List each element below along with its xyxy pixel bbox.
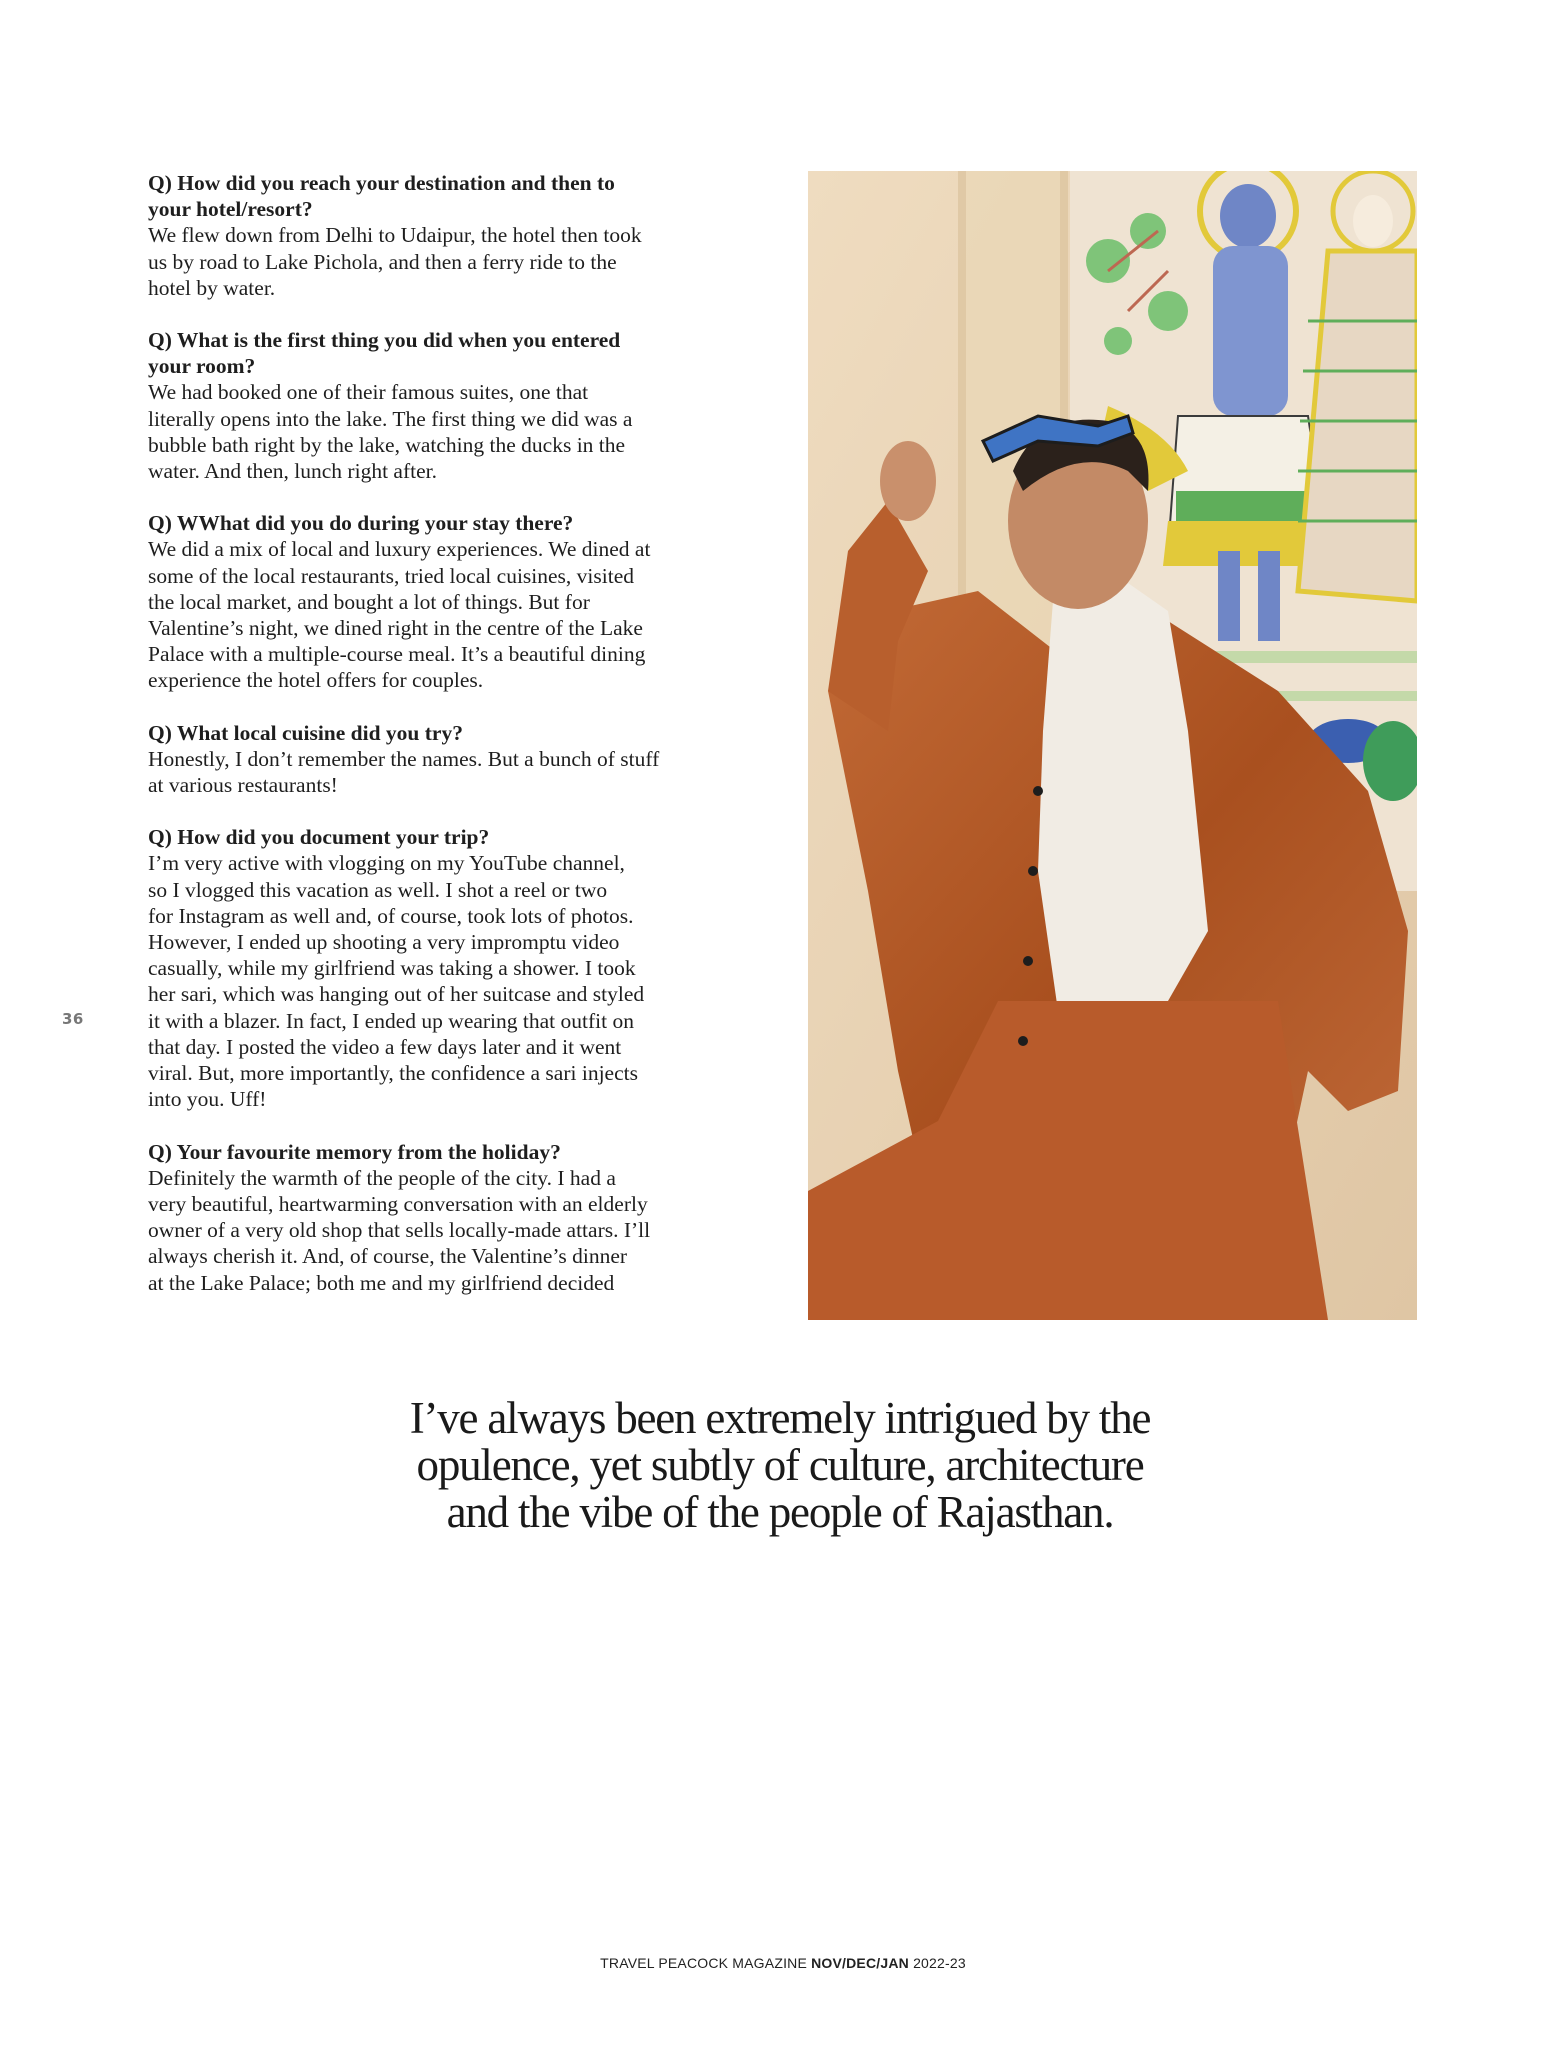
feature-photo — [808, 171, 1417, 1320]
magazine-footer — [0, 1955, 1566, 1971]
question: Q) How did you document your trip? — [148, 825, 490, 850]
question: Q) What local cuisine did you try? — [148, 720, 463, 745]
question: Q) How did you reach your destination and then to your hotel/resort? — [148, 171, 615, 222]
question: Q) WWhat did you do during your stay there? — [148, 511, 574, 536]
photo-illustration — [808, 171, 1417, 1320]
answer: We flew down from Delhi to Udaipur, the hotel then took us by road to Lake Pichola, and then a ferry ride to the hotel by water. — [148, 223, 642, 300]
answer: We had booked one of their famous suites, one that literally opens into the lake. The first thing we did was a bubble bath right by the lake, watching the ducks in the water. And then, lunch right after. — [148, 380, 633, 484]
qa-block — [148, 510, 768, 693]
interview-column — [148, 170, 768, 1322]
answer: Definitely the warmth of the people of the city. I had a very beautiful, heartwarming conversation with an elderly owner of a very old shop that sells locally-made attars. I’ll always cherish it. And, of course, the Valentine’s dinner at the Lake Palace; both me and my girlfriend decided — [148, 1165, 651, 1295]
answer: We did a mix of local and luxury experiences. We dined at some of the local restaurants, tried local cuisines, visited the local market, and bought a lot of things. But for Valentine’s night, we dined right in the centre of the Lake Palace with a multiple-course meal. It’s a beautiful dining experience the hotel offers for couples. — [148, 537, 651, 693]
qa-block — [148, 824, 768, 1112]
page-number: 36 — [62, 1010, 84, 1028]
question: Q) Your favourite memory from the holiday? — [148, 1139, 561, 1164]
question: Q) What is the first thing you did when you entered your room? — [148, 328, 621, 379]
qa-block — [148, 327, 768, 484]
issue-months: NOV/DEC/JAN — [811, 1955, 909, 1971]
hand — [880, 441, 936, 521]
qa-block — [148, 1139, 768, 1296]
publication-name: TRAVEL PEACOCK MAGAZINE — [600, 1955, 812, 1971]
qa-block — [148, 720, 768, 799]
pull-quote: I’ve always been extremely intrigued by the opulence, yet subtly of culture, architecture and the vibe of the people of Rajasthan. — [409, 1393, 1151, 1537]
answer: I’m very active with vlogging on my YouTube channel, so I vlogged this vacation as well. I shot a reel or two for Instagram as well and, of course, took lots of photos. However, I ended up shooting a very impromptu video casually, while my girlfriend was taking a shower. I took her sari, which was hanging out of her suitcase and styled it with a blazer. In fact, I ended up wearing that outfit on that day. I posted the video a few days later and it went viral. But, more importantly, the confidence a sari injects into you. Uff! — [148, 851, 645, 1112]
qa-block — [148, 170, 768, 301]
answer: Honestly, I don’t remember the names. But a bunch of stuff at various restaurants! — [148, 746, 660, 798]
issue-year: 2022-23 — [908, 1955, 966, 1971]
